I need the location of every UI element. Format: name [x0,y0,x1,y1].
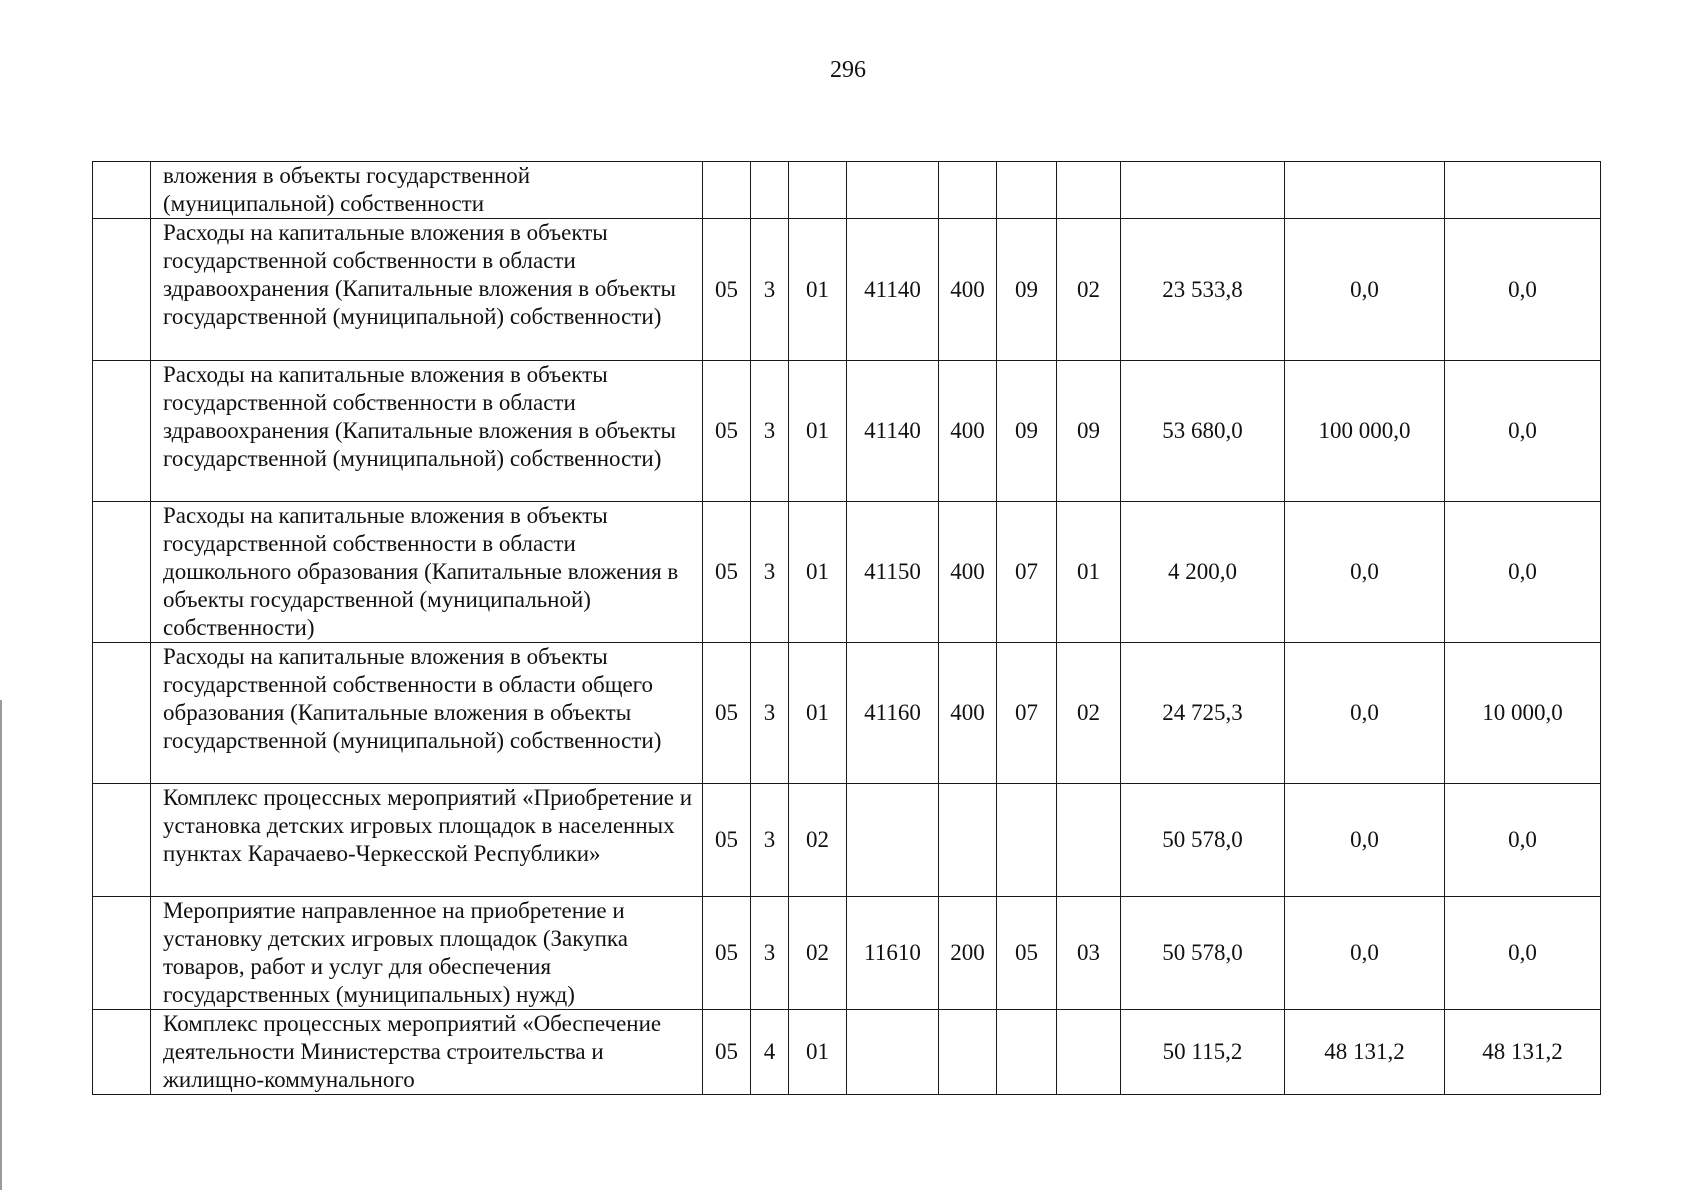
cell-c4 [847,784,939,897]
cell-v3: 10 000,0 [1445,643,1601,784]
cell-v3: 0,0 [1445,502,1601,643]
cell-c3: 01 [789,502,847,643]
page-number: 296 [830,57,866,83]
item-name-cell: Расходы на капитальные вложения в объекты государственной собственности в области здравоохранения (Капитальные вложения в объекты государственной (муниципальной) собственности) [151,219,703,361]
cell-c6 [997,1010,1057,1095]
cell-c3: 01 [789,1010,847,1095]
cell-c3: 01 [789,361,847,502]
cell-v3: 0,0 [1445,784,1601,897]
cell-c1: 05 [703,784,751,897]
cell-v1: 24 725,3 [1121,643,1285,784]
item-name-cell: Расходы на капитальные вложения в объекты государственной собственности в области дошкольного образования (Капитальные вложения в объекты государственной (муниципальной) собственности) [151,502,703,643]
cell-v3: 0,0 [1445,219,1601,361]
cell-v2: 0,0 [1285,784,1445,897]
cell-c6: 07 [997,502,1057,643]
cell-c1: 05 [703,219,751,361]
cell-c7 [1057,162,1121,219]
table-row [93,643,1601,784]
cell-c7: 03 [1057,897,1121,1010]
cell-c6: 07 [997,643,1057,784]
row-number-cell [93,361,151,502]
cell-v1: 4 200,0 [1121,502,1285,643]
cell-c1: 05 [703,643,751,784]
item-name-cell: вложения в объекты государственной (муниципальной) собственности [151,162,703,219]
cell-c7 [1057,784,1121,897]
cell-c4 [847,162,939,219]
cell-c6 [997,784,1057,897]
row-number-cell [93,643,151,784]
cell-c7: 02 [1057,643,1121,784]
cell-c1: 05 [703,897,751,1010]
cell-c1: 05 [703,361,751,502]
cell-c4: 41160 [847,643,939,784]
cell-v3: 0,0 [1445,361,1601,502]
cell-c2 [751,162,789,219]
cell-v1: 50 115,2 [1121,1010,1285,1095]
row-number-cell [93,502,151,643]
cell-v1 [1121,162,1285,219]
cell-c7: 01 [1057,502,1121,643]
cell-c1 [703,162,751,219]
cell-c2: 4 [751,1010,789,1095]
item-name-cell: Расходы на капитальные вложения в объекты государственной собственности в области здравоохранения (Капитальные вложения в объекты государственной (муниципальной) собственности) [151,361,703,502]
cell-c5: 400 [939,361,997,502]
cell-v3: 48 131,2 [1445,1010,1601,1095]
cell-v1: 23 533,8 [1121,219,1285,361]
cell-v2: 100 000,0 [1285,361,1445,502]
cell-c6: 09 [997,361,1057,502]
cell-c4 [847,1010,939,1095]
cell-c6 [997,162,1057,219]
scan-edge-line [0,700,2,1190]
cell-v3: 0,0 [1445,897,1601,1010]
cell-c2: 3 [751,897,789,1010]
cell-c3: 02 [789,784,847,897]
table-row [93,219,1601,361]
cell-c2: 3 [751,643,789,784]
cell-c4: 41140 [847,361,939,502]
row-number-cell [93,897,151,1010]
table-row [93,162,1601,219]
table-body [93,162,1601,1095]
table-row [93,502,1601,643]
cell-c5 [939,784,997,897]
row-number-cell [93,784,151,897]
cell-v3 [1445,162,1601,219]
cell-c5 [939,162,997,219]
cell-c6: 05 [997,897,1057,1010]
cell-c5 [939,1010,997,1095]
cell-v2: 0,0 [1285,643,1445,784]
cell-c7: 09 [1057,361,1121,502]
cell-c5: 200 [939,897,997,1010]
cell-c2: 3 [751,784,789,897]
cell-v2: 0,0 [1285,502,1445,643]
cell-c5: 400 [939,643,997,784]
cell-v1: 50 578,0 [1121,784,1285,897]
table-row [93,897,1601,1010]
item-name-cell: Мероприятие направленное на приобретение и установку детских игровых площадок (Закупка товаров, работ и услуг для обеспечения государственных (муниципальных) нужд) [151,897,703,1010]
item-name-cell: Расходы на капитальные вложения в объекты государственной собственности в области общего образования (Капитальные вложения в объекты государственной (муниципальной) собственности) [151,643,703,784]
item-name-cell: Комплекс процессных мероприятий «Обеспечение деятельности Министерства строительства и жилищно-коммунального [151,1010,703,1095]
cell-c4: 11610 [847,897,939,1010]
cell-v2 [1285,162,1445,219]
cell-v2: 0,0 [1285,219,1445,361]
cell-c5: 400 [939,502,997,643]
budget-table [92,161,1601,1095]
cell-c1: 05 [703,1010,751,1095]
cell-c7 [1057,1010,1121,1095]
row-number-cell [93,162,151,219]
cell-c6: 09 [997,219,1057,361]
cell-c5: 400 [939,219,997,361]
cell-c2: 3 [751,502,789,643]
item-name-cell: Комплекс процессных мероприятий «Приобретение и установка детских игровых площадок в населенных пунктах Карачаево-Черкесской Республики» [151,784,703,897]
cell-v2: 48 131,2 [1285,1010,1445,1095]
cell-v2: 0,0 [1285,897,1445,1010]
cell-c3: 01 [789,643,847,784]
cell-c3: 01 [789,219,847,361]
cell-v1: 53 680,0 [1121,361,1285,502]
table-row [93,1010,1601,1095]
cell-c2: 3 [751,361,789,502]
cell-c4: 41140 [847,219,939,361]
cell-v1: 50 578,0 [1121,897,1285,1010]
row-number-cell [93,1010,151,1095]
table-row [93,784,1601,897]
cell-c3: 02 [789,897,847,1010]
cell-c3 [789,162,847,219]
row-number-cell [93,219,151,361]
cell-c4: 41150 [847,502,939,643]
cell-c1: 05 [703,502,751,643]
table-row [93,361,1601,502]
cell-c2: 3 [751,219,789,361]
cell-c7: 02 [1057,219,1121,361]
